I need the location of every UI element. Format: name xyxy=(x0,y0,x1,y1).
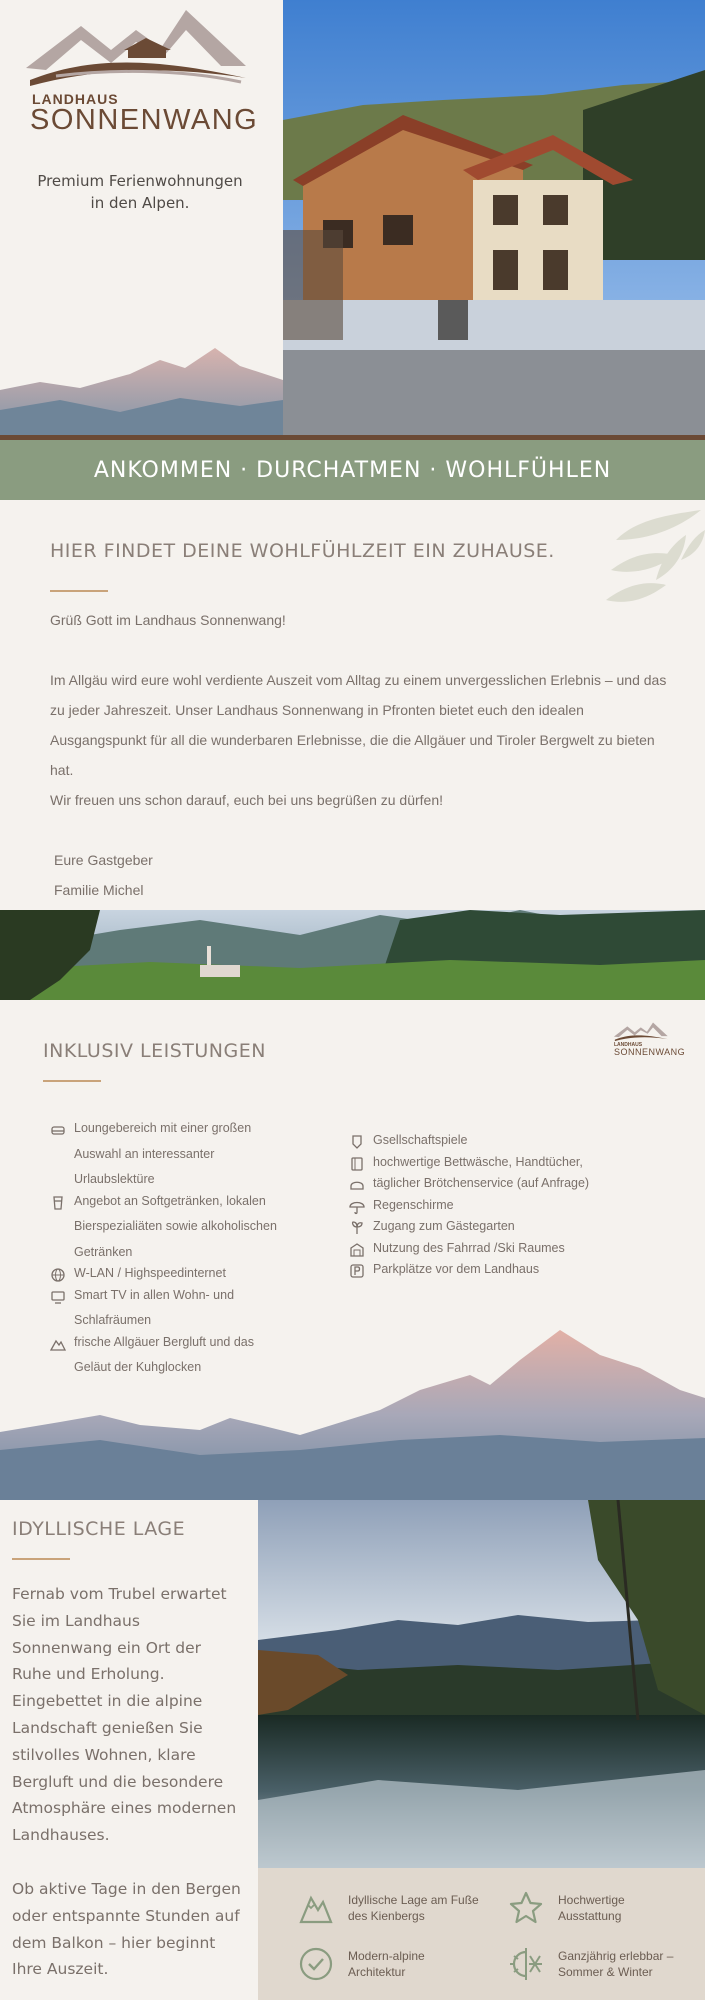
services-title: INKLUSIV LEISTUNGEN xyxy=(43,1040,266,1062)
parking-icon xyxy=(349,1263,365,1279)
features-panel xyxy=(258,1868,705,2000)
service-label: Nutzung des Fahrrad /Ski Raumes xyxy=(373,1240,565,1255)
service-label: Zugang zum Gästegarten xyxy=(373,1219,515,1233)
tv-icon xyxy=(50,1289,66,1305)
bread-icon xyxy=(349,1177,365,1193)
small-logo-name-text: SONNENWANG xyxy=(614,1047,686,1057)
welcome-title: HIER FINDET DEINE WOHLFÜHLZEIT EIN ZUHAUSE. xyxy=(50,540,555,562)
feature-text xyxy=(348,1948,488,1980)
hero-mountain-silhouette xyxy=(0,340,283,438)
tagline-line-1: Premium Ferienwohnungen xyxy=(37,172,243,190)
feature-line-2: Architektur xyxy=(348,1965,406,1979)
star-icon xyxy=(508,1890,544,1926)
logo-mountains-icon xyxy=(26,8,256,98)
alpine-mountain-silhouette xyxy=(0,1330,705,1500)
slogan-text: ANKOMMEN · DURCHATMEN · WOHLFÜHLEN xyxy=(93,457,612,483)
feature-item xyxy=(298,1890,488,1926)
feature-text xyxy=(348,1892,488,1924)
services-title-rule xyxy=(43,1080,101,1082)
globe-icon xyxy=(50,1267,66,1283)
location-section xyxy=(0,1500,705,2000)
sign-gastgeber: Eure Gastgeber xyxy=(54,852,153,868)
feature-line-2: des Kienbergs xyxy=(348,1909,425,1923)
service-label: Angebot an Softgetränken, lokalen Bierspezialiäten sowie alkoholischen Getränken xyxy=(74,1193,277,1259)
umbrella-icon xyxy=(349,1199,365,1215)
feature-text xyxy=(558,1948,698,1980)
sofa-icon xyxy=(50,1122,66,1138)
feature-line-1: Idyllische Lage am Fuße xyxy=(348,1893,479,1907)
services-section xyxy=(0,1000,705,1500)
check-badge-icon xyxy=(298,1946,334,1982)
service-label: Regenschirme xyxy=(373,1197,454,1212)
feature-line-2: Ausstattung xyxy=(558,1909,622,1923)
small-logo-icon xyxy=(612,1022,672,1044)
welcome-title-rule xyxy=(50,590,108,592)
service-label: Parkplätze vor dem Landhaus xyxy=(373,1262,540,1276)
service-item xyxy=(349,1261,669,1283)
service-label: W-LAN / Highspeedinternet xyxy=(74,1266,226,1280)
welcome-greeting: Grüß Gott im Landhaus Sonnenwang! xyxy=(50,612,286,628)
location-paragraph-1: Fernab vom Trubel erwartet Sie im Landhaus Sonnenwang ein Ort der Ruhe und Erholung. Eingebettet in die alpine Landschaft genießen Sie stilvolles Wohnen, klare Bergluft und die besondere Atmosphäre eines modernen Landhauses. xyxy=(12,1585,237,1845)
feature-item xyxy=(508,1890,698,1926)
sun-snow-icon xyxy=(508,1946,544,1982)
storage-icon xyxy=(349,1242,365,1258)
hero-brand-panel xyxy=(0,0,283,438)
service-item xyxy=(50,1120,280,1193)
garden-icon xyxy=(349,1220,365,1236)
feature-line-1: Hochwertige xyxy=(558,1893,625,1907)
service-item xyxy=(50,1287,280,1334)
hero-house-photo xyxy=(283,0,705,438)
feature-item xyxy=(508,1946,698,1982)
leaf-decoration-icon xyxy=(606,500,705,610)
welcome-section xyxy=(0,500,705,910)
location-paragraph-2: Ob aktive Tage in den Bergen oder entspannte Stunden auf dem Balkon – hier beginnt Ihre Auszeit. xyxy=(12,1880,241,1979)
location-title: IDYLLISCHE LAGE xyxy=(12,1518,186,1540)
services-right-list xyxy=(349,1132,669,1283)
feature-line-1: Modern-alpine xyxy=(348,1949,425,1963)
feature-item xyxy=(298,1946,488,1982)
service-label: Gsellschaftspiele xyxy=(373,1133,468,1147)
welcome-closing: Wir freuen uns schon darauf, euch bei uns begrüßen zu dürfen! xyxy=(50,792,444,808)
village-panorama-photo xyxy=(0,910,705,1000)
lake-landscape-photo xyxy=(258,1500,705,1868)
service-label: Smart TV in allen Wohn- und Schlafräumen xyxy=(74,1287,235,1327)
service-item xyxy=(50,1193,280,1266)
game-icon xyxy=(349,1134,365,1150)
slogan-banner xyxy=(0,440,705,500)
service-label: frische Allgäuer Bergluft und das Geläut der Kuhglocken xyxy=(74,1334,254,1374)
feature-line-2: Sommer & Winter xyxy=(558,1965,653,1979)
location-title-rule xyxy=(12,1558,70,1560)
mountain-icon xyxy=(298,1890,334,1926)
logo-small-text: LANDHAUS xyxy=(32,91,119,107)
glass-icon xyxy=(50,1195,66,1211)
service-label: täglicher Brötchenservice (auf Anfrage) xyxy=(373,1176,590,1190)
tagline-line-2: in den Alpen. xyxy=(90,194,190,212)
small-logo-small-text: LANDHAUS xyxy=(614,1042,643,1048)
feature-text xyxy=(558,1892,698,1924)
service-label: hochwertige Bettwäsche, Handtücher, xyxy=(373,1154,583,1169)
towel-icon xyxy=(349,1156,365,1172)
service-label: Loungebereich mit einer großen Auswahl an interessanter Urlaubslektüre xyxy=(74,1121,252,1186)
logo-name-text: SONNENWANG xyxy=(30,104,259,136)
hero-section xyxy=(0,0,705,438)
hero-tagline xyxy=(0,170,280,214)
feature-line-1: Ganzjährig erlebbar – xyxy=(558,1949,674,1963)
sign-family: Familie Michel xyxy=(54,882,144,898)
welcome-paragraph: Im Allgäu wird eure wohl verdiente Auszeit vom Alltag zu einem unvergesslichen Erlebnis – und das zu jeder Jahreszeit. Unser Landhaus Sonnenwang in Pfronten bietet euch den idealen Ausgangspunkt für all die wunderbaren Erlebnisse, die die Allgäuer und Tiroler Bergwelt zu bieten hat. xyxy=(50,672,667,778)
